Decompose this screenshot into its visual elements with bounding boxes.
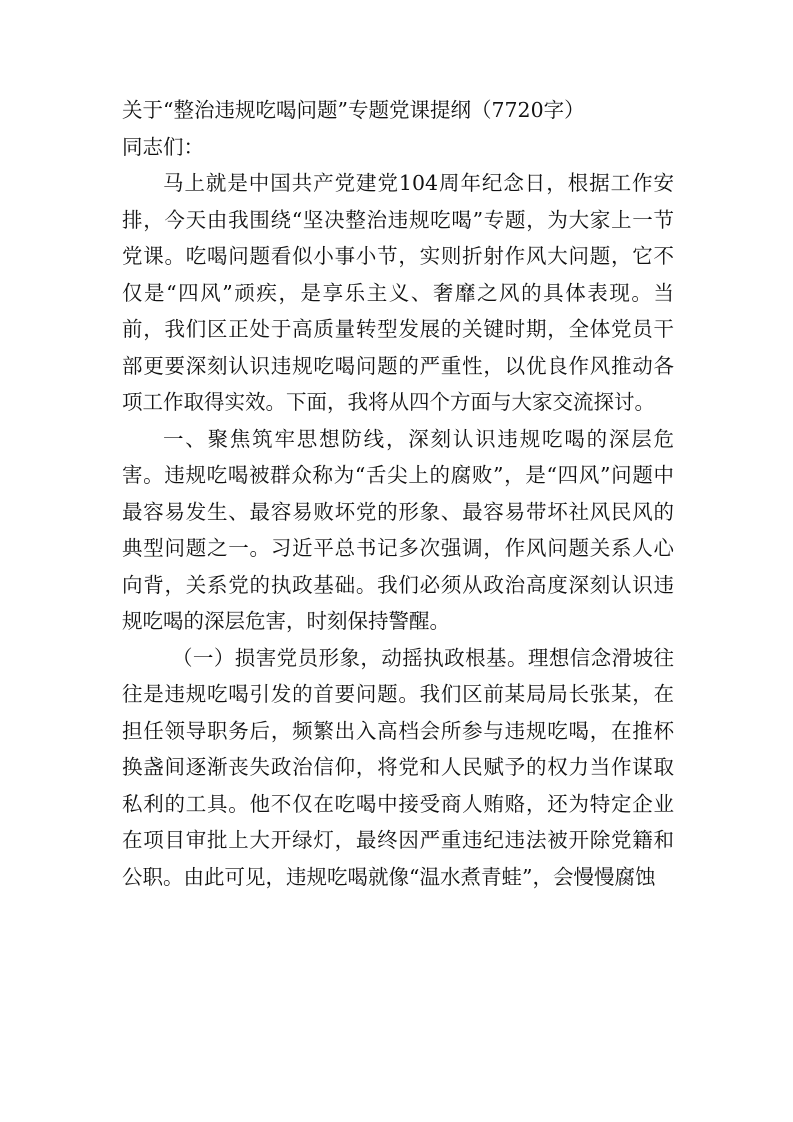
document-body: [122, 92, 674, 895]
paragraph-section-one: 一、聚焦筑牢思想防线，深刻认识违规吃喝的深层危害。违规吃喝被群众称为“舌尖上的腐败”，是“四风”问题中最容易发生、最容易败坏党的形象、最容易带坏社风民风的典型问题之一。习近平总书记多次强调，作风问题关系人心向背，关系党的执政基础。我们必须从政治高度深刻认识违规吃喝的深层危害，时刻保持警醒。: [122, 426, 674, 633]
paragraph-subsection-one: （一）损害党员形象，动摇执政根基。理想信念滑坡往往是违规吃喝引发的首要问题。我们区前某局局长张某，在担任领导职务后，频繁出入高档会所参与违规吃喝，在推杯换盏间逐渐丧失政治信仰，将党和人民赋予的权力当作谋取私利的工具。他不仅在吃喝中接受商人贿赂，还为特定企业在项目审批上大开绿灯，最终因严重违纪违法被开除党籍和公职。由此可见，违规吃喝就像“温水煮青蛙”，会慢慢腐蚀: [122, 645, 674, 889]
document-title: 关于“整治违规吃喝问题”专题党课提纲（7720字）: [122, 98, 585, 122]
salutation: 同志们：: [122, 134, 204, 159]
paragraph-intro: 马上就是中国共产党建党104周年纪念日，根据工作安排，今天由我围绕“坚决整治违规吃喝”专题，为大家上一节党课。吃喝问题看似小事小节，实则折射作风大问题，它不仅是“四风”顽疾，是享乐主义、奢靡之风的具体表现。当前，我们区正处于高质量转型发展的关键时期，全体党员干部更要深刻认识违规吃喝问题的严重性，以优良作风推动各项工作取得实效。下面，我将从四个方面与大家交流探讨。: [122, 171, 674, 414]
